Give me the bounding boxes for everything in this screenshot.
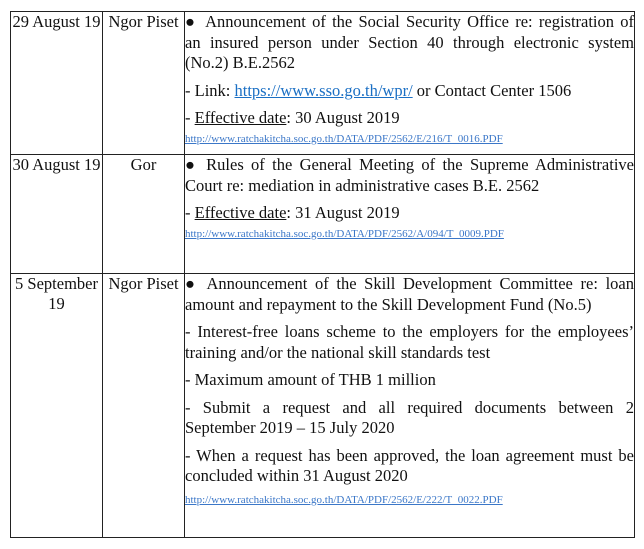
date-text: 5 September 19 (15, 274, 98, 313)
link-prefix: - Link: (185, 80, 235, 100)
type-text: Gor (130, 155, 157, 174)
title-text: Announcement of the Social Security Office re: registration of an insured person under Section 40 through electronic system (No.2) B.E.2562 (185, 12, 634, 72)
date-text: 30 August 19 (12, 155, 101, 174)
type-cell (103, 274, 185, 538)
effective-date-label: Effective date (194, 108, 287, 127)
source-link[interactable]: http://www.ratchakitcha.soc.go.th/DATA/PDF/2562/E/222/T_0022.PDF (185, 493, 503, 506)
type-cell (103, 155, 185, 274)
detail-point: - Maximum amount of THB 1 million (185, 370, 436, 389)
announcement-title (185, 274, 634, 315)
bullet-icon: ● (185, 155, 199, 174)
bullet-icon: ● (185, 274, 199, 293)
source-link[interactable]: http://www.ratchakitcha.soc.go.th/DATA/PDF/2562/E/216/T_0016.PDF (185, 132, 503, 145)
announcement-title (185, 12, 634, 74)
announcement-title (185, 155, 634, 196)
table-row (11, 155, 635, 274)
source-link[interactable]: http://www.ratchakitcha.soc.go.th/DATA/PDF/2562/A/094/T_0009.PDF (185, 227, 504, 240)
description-cell (185, 274, 635, 538)
table-row (11, 12, 635, 155)
title-text: Rules of the General Meeting of the Supreme Administrative Court re: mediation in administrative cases B.E. 2562 (185, 155, 634, 195)
effective-prefix: - (185, 108, 195, 127)
bullet-icon: ● (185, 12, 198, 31)
date-cell (11, 12, 103, 155)
effective-date-line (185, 108, 634, 129)
effective-date-value: : 31 August 2019 (286, 203, 400, 222)
link-line (185, 81, 634, 102)
type-text: Ngor Piset (108, 274, 179, 293)
effective-date-line (185, 203, 634, 224)
effective-date-value: : 30 August 2019 (286, 108, 400, 127)
date-cell (11, 274, 103, 538)
date-text: 29 August 19 (12, 12, 101, 31)
description-cell (185, 12, 635, 155)
type-text: Ngor Piset (108, 12, 179, 31)
date-cell (11, 155, 103, 274)
effective-date-label: Effective date (194, 203, 287, 222)
table-row (11, 274, 635, 538)
type-cell (103, 12, 185, 155)
detail-point: - Submit a request and all required documents between 2 September 2019 – 15 July 2020 (185, 397, 634, 437)
announcements-table (10, 11, 635, 538)
detail-point: - Interest-free loans scheme to the employers for the employees’ training and/or the national skill standards test (185, 322, 634, 362)
detail-point: - When a request has been approved, the loan agreement must be concluded within 31 August 2020 (185, 445, 634, 485)
effective-prefix: - (185, 203, 195, 222)
link-suffix: or Contact Center 1506 (412, 80, 572, 100)
sso-link[interactable]: https://www.sso.go.th/wpr/ (234, 80, 413, 100)
title-text: Announcement of the Skill Development Committee re: loan amount and repayment to the Skill Development Fund (No.5) (185, 274, 634, 314)
description-cell (185, 155, 635, 274)
